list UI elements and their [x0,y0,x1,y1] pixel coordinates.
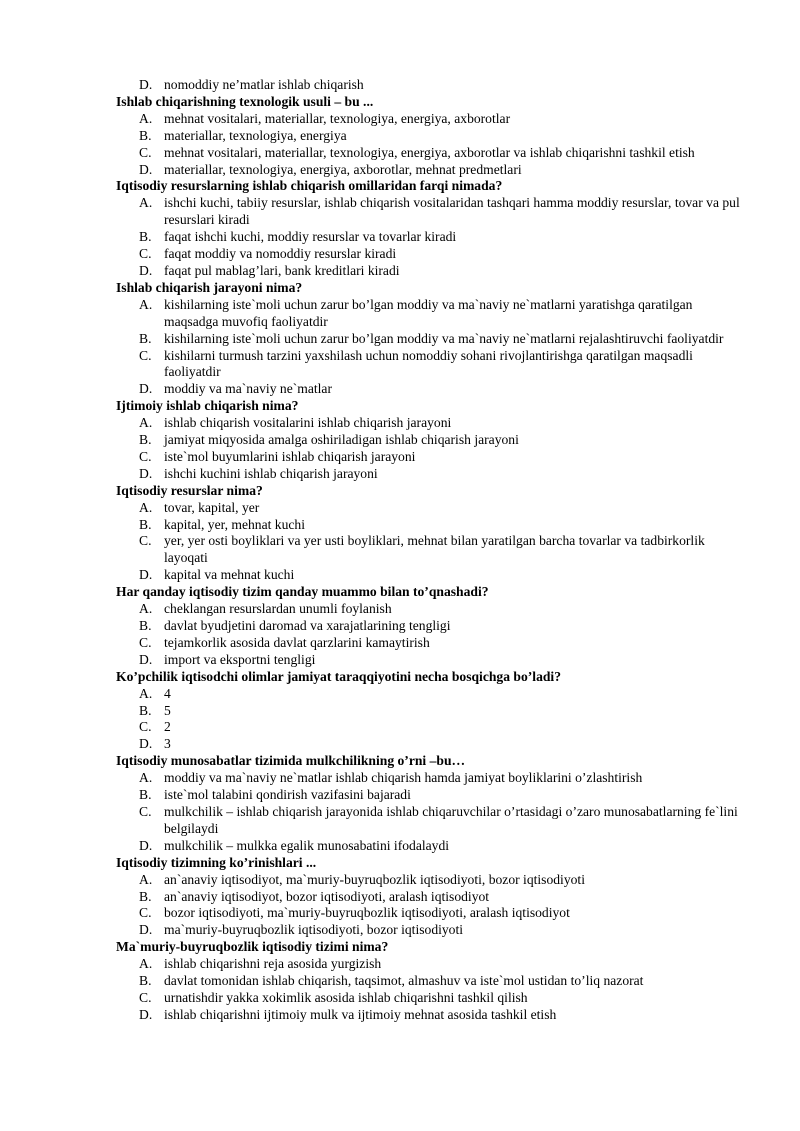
option-letter: D. [139,262,153,278]
option-letter: A. [139,770,153,786]
answer-option [116,128,746,145]
answer-option [116,162,746,179]
option-letter: C. [139,533,152,549]
option-text: faqat moddiy va nomoddiy resurslar kiradi [164,246,397,262]
question-text: Iqtisodiy munosabatlar tizimida mulkchilikning o’rni –bu… [116,753,466,769]
answer-option [116,517,746,534]
option-letter: C. [139,719,152,735]
option-text: import va eksportni tengligi [164,651,316,667]
option-letter: D. [139,1006,153,1022]
option-letter: A. [139,499,153,515]
option-letter: D. [139,837,153,853]
option-letter: B. [139,432,152,448]
answer-option [116,601,746,618]
option-text: kishilarning iste`moli uchun zarur bo’lgan moddiy va ma`naviy ne`matlarni yaratishga qaratilgan maqsadga muvofiq faoliyatdir [164,296,693,329]
option-letter: C. [139,246,152,262]
option-letter: C. [139,989,152,1005]
option-letter: B. [139,516,152,532]
question-text: Iqtisodiy resurslar nima? [116,482,263,498]
option-text: ishchi kuchi, tabiiy resurslar, ishlab chiqarish vositalaridan tashqari hamma moddiy resurslar, tovar va pul resurslari kiradi [164,195,740,228]
option-text: mehnat vositalari, materiallar, texnologiya, energiya, axborotlar va ishlab chiqarishni tashkil etish [164,144,695,160]
option-text: mulkchilik – ishlab chiqarish jarayonida ishlab chiqaruvchilar o’rtasidagi o’zaro munosabatlarning fe`lini belgilaydi [164,803,738,836]
question-text: Ko’pchilik iqtisodchi olimlar jamiyat taraqqiyotini necha bosqichga bo’ladi? [116,668,562,684]
answer-option [116,905,746,922]
answer-option [116,838,746,855]
answer-option [116,804,746,838]
option-text: ishchi kuchini ishlab chiqarish jarayoni [164,465,378,481]
option-text: ishlab chiqarishni ijtimoiy mulk va ijtimoiy mehnat asosida tashkil etish [164,1006,557,1022]
option-text: kapital, yer, mehnat kuchi [164,516,306,532]
question-block [116,939,746,1024]
option-text: an`anaviy iqtisodiyot, ma`muriy-buyruqbozlik iqtisodiyoti, bozor iqtisodiyoti [164,871,585,887]
answer-option [116,1007,746,1024]
answer-option [116,567,746,584]
option-text: materiallar, texnologiya, energiya [164,127,347,143]
option-text: an`anaviy iqtisodiyot, bozor iqtisodiyoti, aralash iqtisodiyot [164,888,490,904]
option-text: tovar, kapital, yer [164,499,260,515]
option-text: tejamkorlik asosida davlat qarzlarini kamaytirish [164,634,430,650]
option-letter: C. [139,347,152,363]
answer-option [116,111,746,128]
option-text: ma`muriy-buyruqbozlik iqtisodiyoti, bozor iqtisodiyoti [164,922,464,938]
option-text: ishlab chiqarish vositalarini ishlab chiqarish jarayoni [164,415,452,431]
option-letter: C. [139,905,152,921]
option-text: 2 [164,719,171,735]
option-letter: D. [139,381,153,397]
question-text: Har qanday iqtisodiy tizim qanday muammo bilan to’qnashadi? [116,584,489,600]
option-letter: A. [139,601,153,617]
answer-option [116,652,746,669]
option-text: mehnat vositalari, materiallar, texnologiya, energiya, axborotlar [164,110,511,126]
option-letter: B. [139,330,152,346]
answer-option [116,263,746,280]
question-block [116,753,746,854]
option-letter: A. [139,685,153,701]
option-text: nomoddiy ne’matlar ishlab chiqarish [164,77,364,92]
option-text: davlat byudjetini daromad va xarajatlarining tengligi [164,618,451,633]
option-text: 4 [164,685,171,701]
answer-option [116,533,746,567]
answer-option [116,77,746,94]
option-letter: D. [139,77,153,92]
option-letter: D. [139,651,153,667]
answer-option [116,956,746,973]
option-text: jamiyat miqyosida amalga oshiriladigan ishlab chiqarish jarayoni [164,432,519,448]
option-text: yer, yer osti boyliklari va yer usti boyliklari, mehnat bilan yaratilgan barcha tovarlar va tadbirkorlik layoqati [164,533,705,566]
test-questions-list [116,77,746,1024]
answer-option [116,500,746,517]
option-letter: A. [139,195,153,211]
option-text: davlat tomonidan ishlab chiqarish, taqsimot, almashuv va iste`mol ustidan to’liq nazorat [164,973,644,989]
option-letter: D. [139,465,153,481]
answer-option [116,449,746,466]
option-text: urnatishdir yakka xokimlik asosida ishlab chiqarishni tashkil qilish [164,989,528,1005]
question-text: Ma`muriy-buyruqbozlik iqtisodiy tizimi nima? [116,939,389,955]
option-letter: A. [139,956,153,972]
option-letter: D. [139,922,153,938]
option-text: 3 [164,736,171,752]
question-block [116,398,746,483]
answer-option [116,703,746,720]
question-block [116,94,746,179]
answer-option [116,381,746,398]
option-letter: A. [139,296,153,312]
option-letter: A. [139,871,153,887]
question-block [116,178,746,279]
option-letter: A. [139,110,153,126]
option-letter: B. [139,127,152,143]
answer-option [116,635,746,652]
answer-option [116,331,746,348]
option-letter: D. [139,161,153,177]
option-text: kishilarni turmush tarzini yaxshilash uchun nomoddiy sohani rivojlantirishga qaratilgan maqsadli faoliyatdir [164,347,693,380]
question-text: Iqtisodiy resurslarning ishlab chiqarish omillaridan farqi nimada? [116,178,503,194]
option-text: mulkchilik – mulkka egalik munosabatini ifodalaydi [164,837,450,853]
option-letter: D. [139,736,153,752]
question-block [116,483,746,584]
answer-option [116,889,746,906]
option-letter: C. [139,144,152,160]
option-letter: B. [139,618,152,633]
option-text: faqat pul mablag’lari, bank kreditlari kiradi [164,262,400,278]
option-text: 5 [164,702,171,718]
option-letter: C. [139,803,152,819]
answer-option [116,872,746,889]
option-text: kishilarning iste`moli uchun zarur bo’lgan moddiy va ma`naviy ne`matlarni rejalashtiruvchi faoliyatdir [164,330,724,346]
answer-option [116,990,746,1007]
option-letter: B. [139,973,152,989]
question-text: Ishlab chiqarish jarayoni nima? [116,279,303,295]
option-letter: B. [139,888,152,904]
option-letter: C. [139,448,152,464]
option-text: cheklangan resurslardan unumli foylanish [164,601,392,617]
question-block [116,280,746,398]
answer-option [116,195,746,229]
option-text: moddiy va ma`naviy ne`matlar [164,381,332,397]
option-letter: B. [139,787,152,803]
answer-option [116,973,746,990]
question-block [116,855,746,940]
option-text: iste`mol talabini qondirish vazifasini bajaradi [164,787,411,803]
answer-option [116,348,746,382]
answer-option [116,466,746,483]
option-text: ishlab chiqarishni reja asosida yurgizish [164,956,382,972]
answer-option [116,229,746,246]
answer-option [116,770,746,787]
option-letter: B. [139,229,152,245]
question-text: Ishlab chiqarishning texnologik usuli – bu ... [116,93,374,109]
option-letter: B. [139,702,152,718]
answer-option [116,686,746,703]
option-text: moddiy va ma`naviy ne`matlar ishlab chiqarish hamda jamiyat boyliklarini o’zlashtirish [164,770,643,786]
answer-option [116,736,746,753]
answer-option [116,432,746,449]
question-text: Ijtimoiy ishlab chiqarish nima? [116,398,299,414]
option-text: bozor iqtisodiyoti, ma`muriy-buyruqbozlik iqtisodiyoti, aralash iqtisodiyot [164,905,570,921]
option-text: kapital va mehnat kuchi [164,567,295,583]
answer-option [116,719,746,736]
answer-option [116,787,746,804]
option-text: faqat ishchi kuchi, moddiy resurslar va tovarlar kiradi [164,229,457,245]
question-block [116,77,746,94]
answer-option [116,415,746,432]
answer-option [116,246,746,263]
option-text: materiallar, texnologiya, energiya, axborotlar, mehnat predmetlari [164,161,522,177]
answer-option [116,922,746,939]
answer-option [116,145,746,162]
option-letter: D. [139,567,153,583]
option-letter: C. [139,634,152,650]
question-text: Iqtisodiy tizimning ko’rinishlari ... [116,854,317,870]
question-block [116,584,746,669]
option-letter: A. [139,415,153,431]
option-text: iste`mol buyumlarini ishlab chiqarish jarayoni [164,448,416,464]
question-block [116,669,746,754]
answer-option [116,297,746,331]
answer-option [116,618,746,635]
